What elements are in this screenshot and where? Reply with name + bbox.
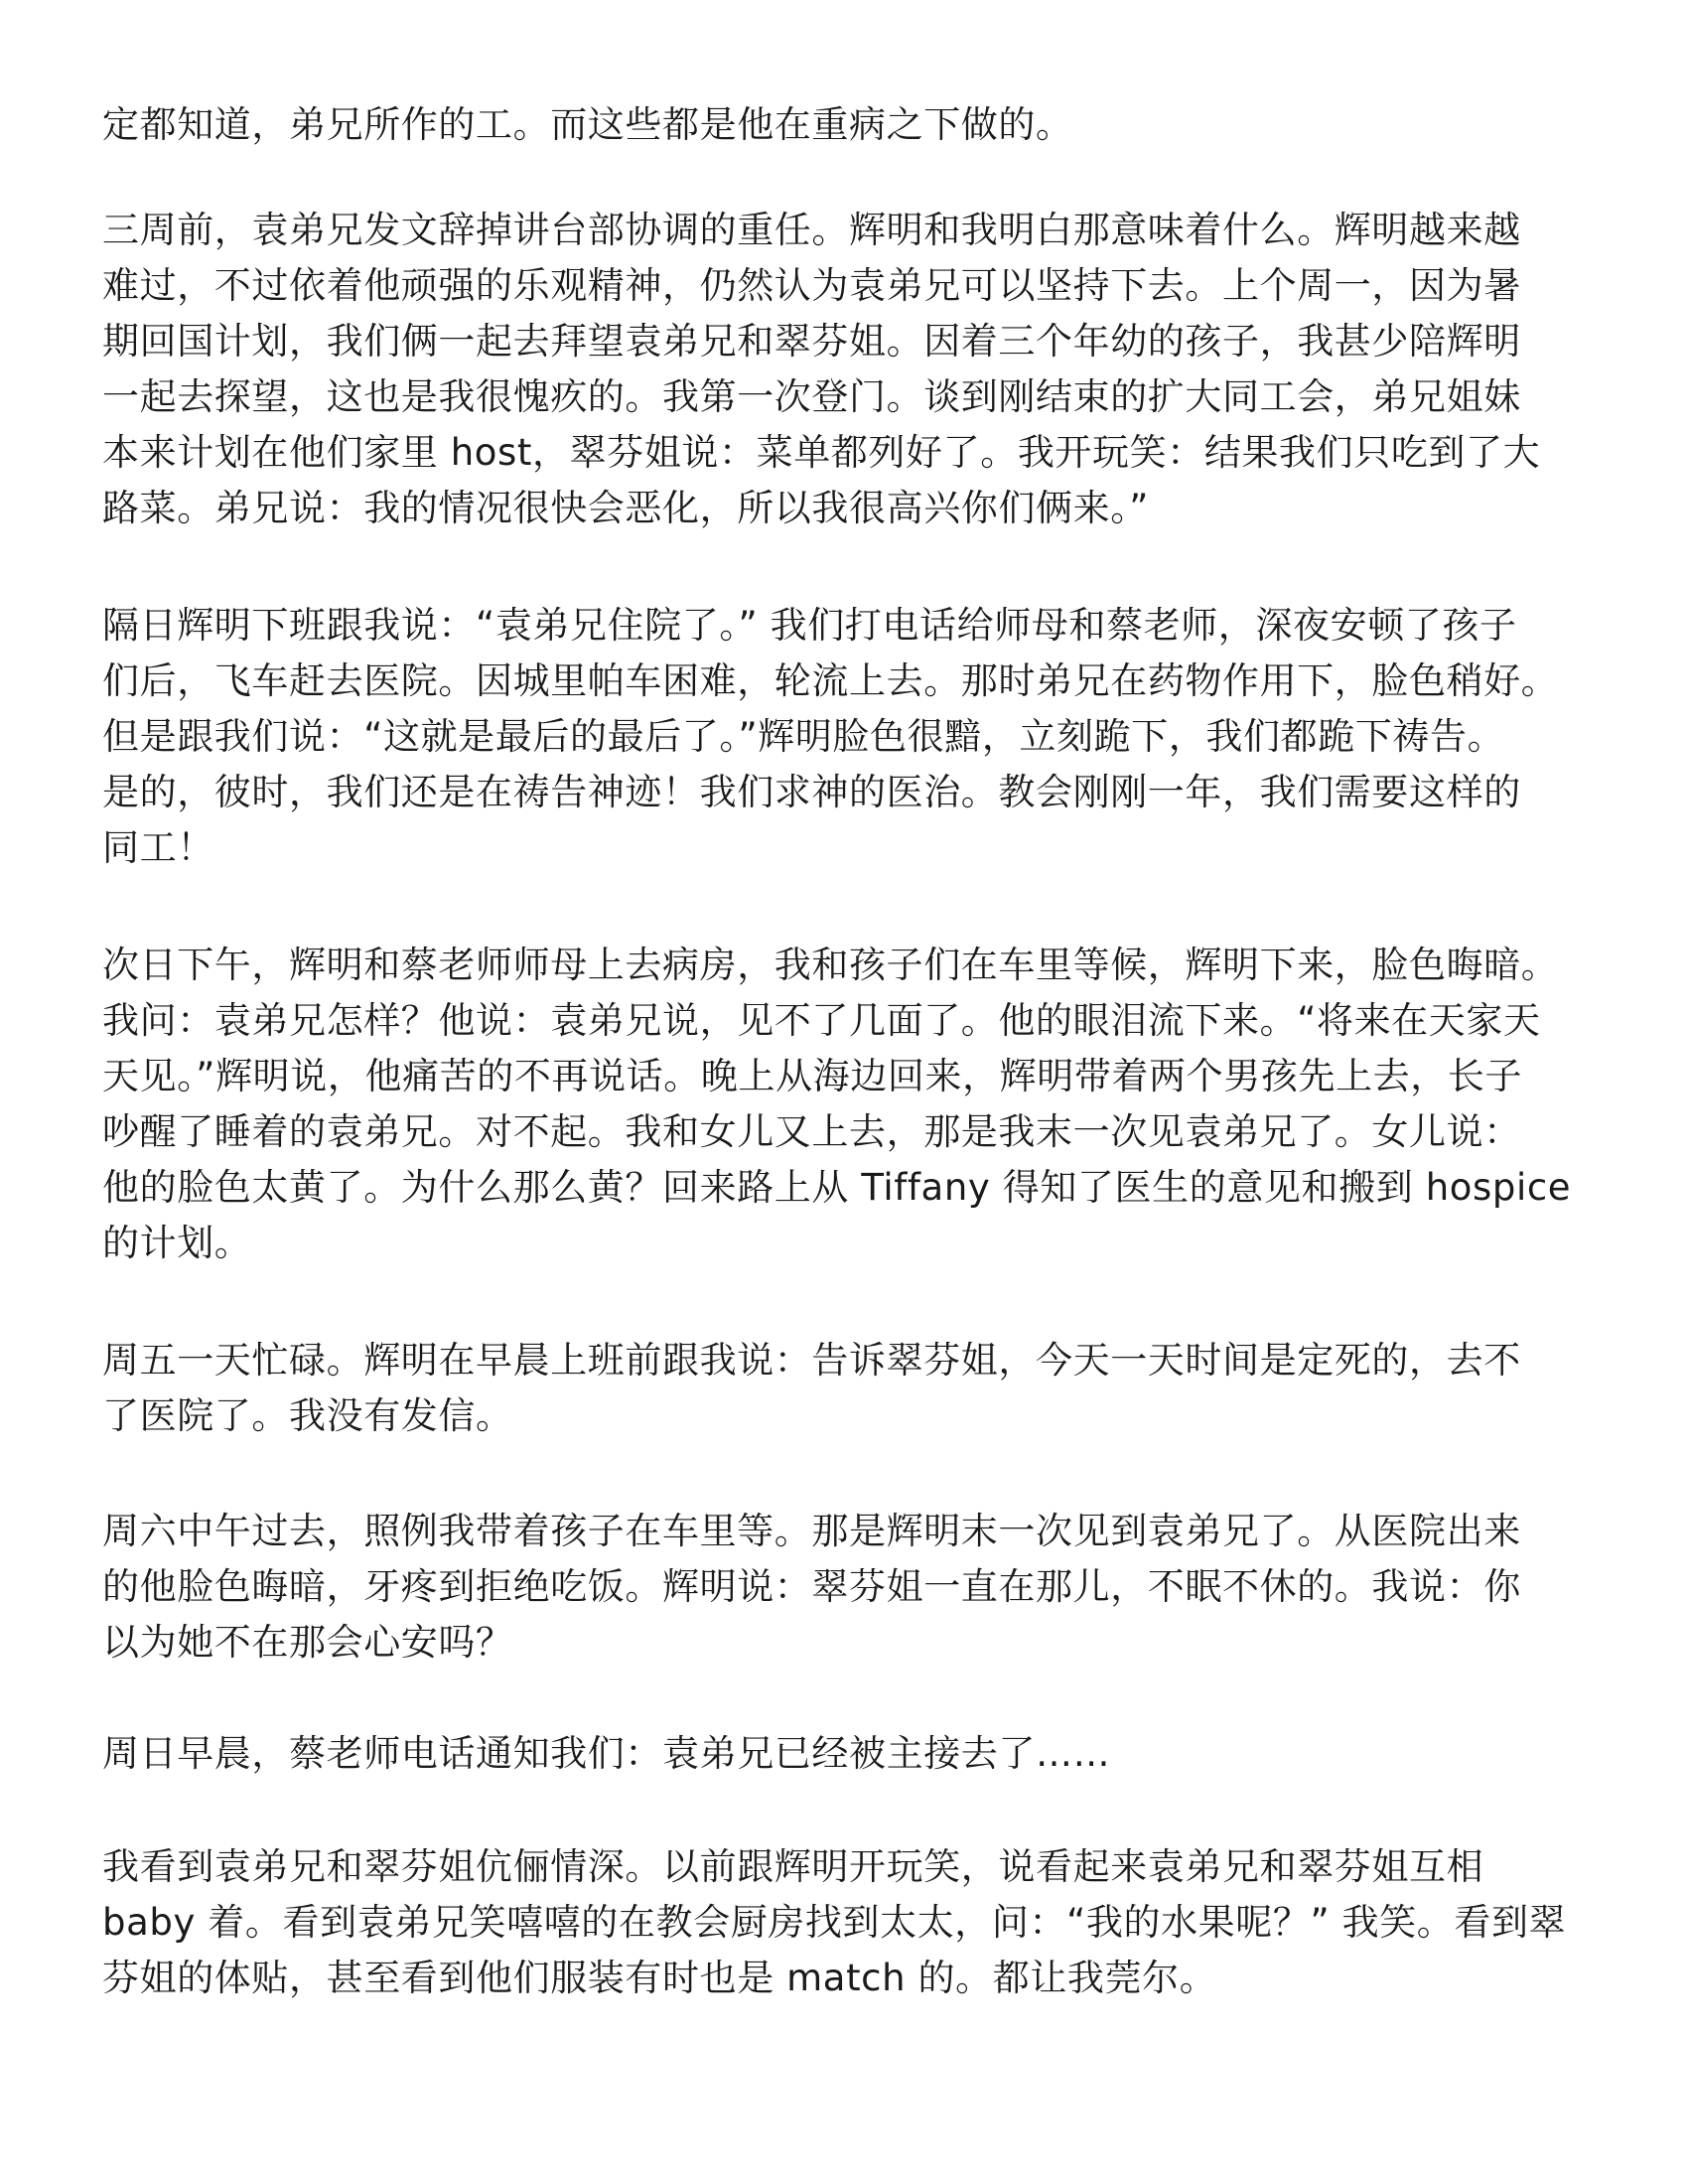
text-line: 但是跟我们说：“这就是最后的最后了。”辉明脸色很黯，立刻跪下，我们都跪下祷告。 bbox=[102, 715, 1505, 758]
text-line: 们后，飞车赶去医院。因城里帕车困难，轮流上去。那时弟兄在药物作用下，脸色稍好。 bbox=[102, 659, 1559, 702]
text-line: 次日下午，辉明和蔡老师师母上去病房，我和孩子们在车里等候，辉明下来，脸色晦暗。 bbox=[102, 944, 1559, 986]
text-line: 周日早晨，蔡老师电话通知我们：袁弟兄已经被主接去了…… bbox=[102, 1732, 1111, 1775]
text-line: 定都知道，弟兄所作的工。而这些都是他在重病之下做的。 bbox=[102, 103, 1073, 146]
text-line: 路菜。弟兄说：我的情况很快会恶化，所以我很高兴你们俩来。” bbox=[102, 487, 1150, 529]
text-line: 天见。”辉明说，他痛苦的不再说话。晚上从海边回来，辉明带着两个男孩先上去，长子 bbox=[102, 1055, 1523, 1097]
text-line: 芬姐的体贴，甚至看到他们服装有时也是 match 的。都让我莞尔。 bbox=[102, 1957, 1217, 1999]
text-line: 是的，彼时，我们还是在祷告神迹！我们求神的医治。教会刚刚一年，我们需要这样的 bbox=[102, 771, 1521, 813]
text-line: 一起去探望，这也是我很愧疚的。我第一次登门。谈到刚结束的扩大同工会，弟兄姐妹 bbox=[102, 375, 1521, 418]
text-line: 的他脸色晦暗，牙疼到拒绝吃饭。辉明说：翠芬姐一直在那儿，不眠不休的。我说：你 bbox=[102, 1565, 1521, 1608]
text-line: 本来计划在他们家里 host，翠芬姐说：菜单都列好了。我开玩笑：结果我们只吃到了大 bbox=[102, 431, 1541, 474]
text-line: 我看到袁弟兄和翠芬姐伉俪情深。以前跟辉明开玩笑，说看起来袁弟兄和翠芬姐互相 bbox=[102, 1845, 1484, 1888]
text-line: 我问：袁弟兄怎样？他说：袁弟兄说，见不了几面了。他的眼泪流下来。“将来在天家天 bbox=[102, 999, 1541, 1042]
text-line: 了医院了。我没有发信。 bbox=[102, 1394, 513, 1437]
text-line: 吵醒了睡着的袁弟兄。对不起。我和女儿又上去，那是我末一次见袁弟兄了。女儿说： bbox=[102, 1110, 1521, 1153]
text-line: 同工！ bbox=[102, 826, 214, 869]
text-line: 的计划。 bbox=[102, 1222, 252, 1264]
text-line: 隔日辉明下班跟我说：“袁弟兄住院了。” 我们打电话给师母和蔡老师，深夜安顿了孩子 bbox=[102, 604, 1517, 647]
text-line: 三周前，袁弟兄发文辞掉讲台部协调的重任。辉明和我明白那意味着什么。辉明越来越 bbox=[102, 209, 1521, 251]
text-line: 他的脸色太黄了。为什么那么黄？回来路上从 Tiffany 得知了医生的意见和搬到 hospice bbox=[102, 1166, 1572, 1209]
text-line: 周六中午过去，照例我带着孩子在车里等。那是辉明末一次见到袁弟兄了。从医院出来 bbox=[102, 1510, 1521, 1552]
text-line: 期回国计划，我们俩一起去拜望袁弟兄和翠芬姐。因着三个年幼的孩子，我甚少陪辉明 bbox=[102, 320, 1521, 363]
text-line: 难过，不过依着他顽强的乐观精神，仍然认为袁弟兄可以坚持下去。上个周一，因为暑 bbox=[102, 264, 1521, 307]
text-line: 周五一天忙碌。辉明在早晨上班前跟我说：告诉翠芬姐，今天一天时间是定死的，去不 bbox=[102, 1339, 1521, 1382]
text-line: baby 着。看到袁弟兄笑嘻嘻的在教会厨房找到太太，问：“我的水果呢？” 我笑。看到翠 bbox=[102, 1901, 1567, 1944]
text-line: 以为她不在那会心安吗？ bbox=[102, 1621, 513, 1664]
